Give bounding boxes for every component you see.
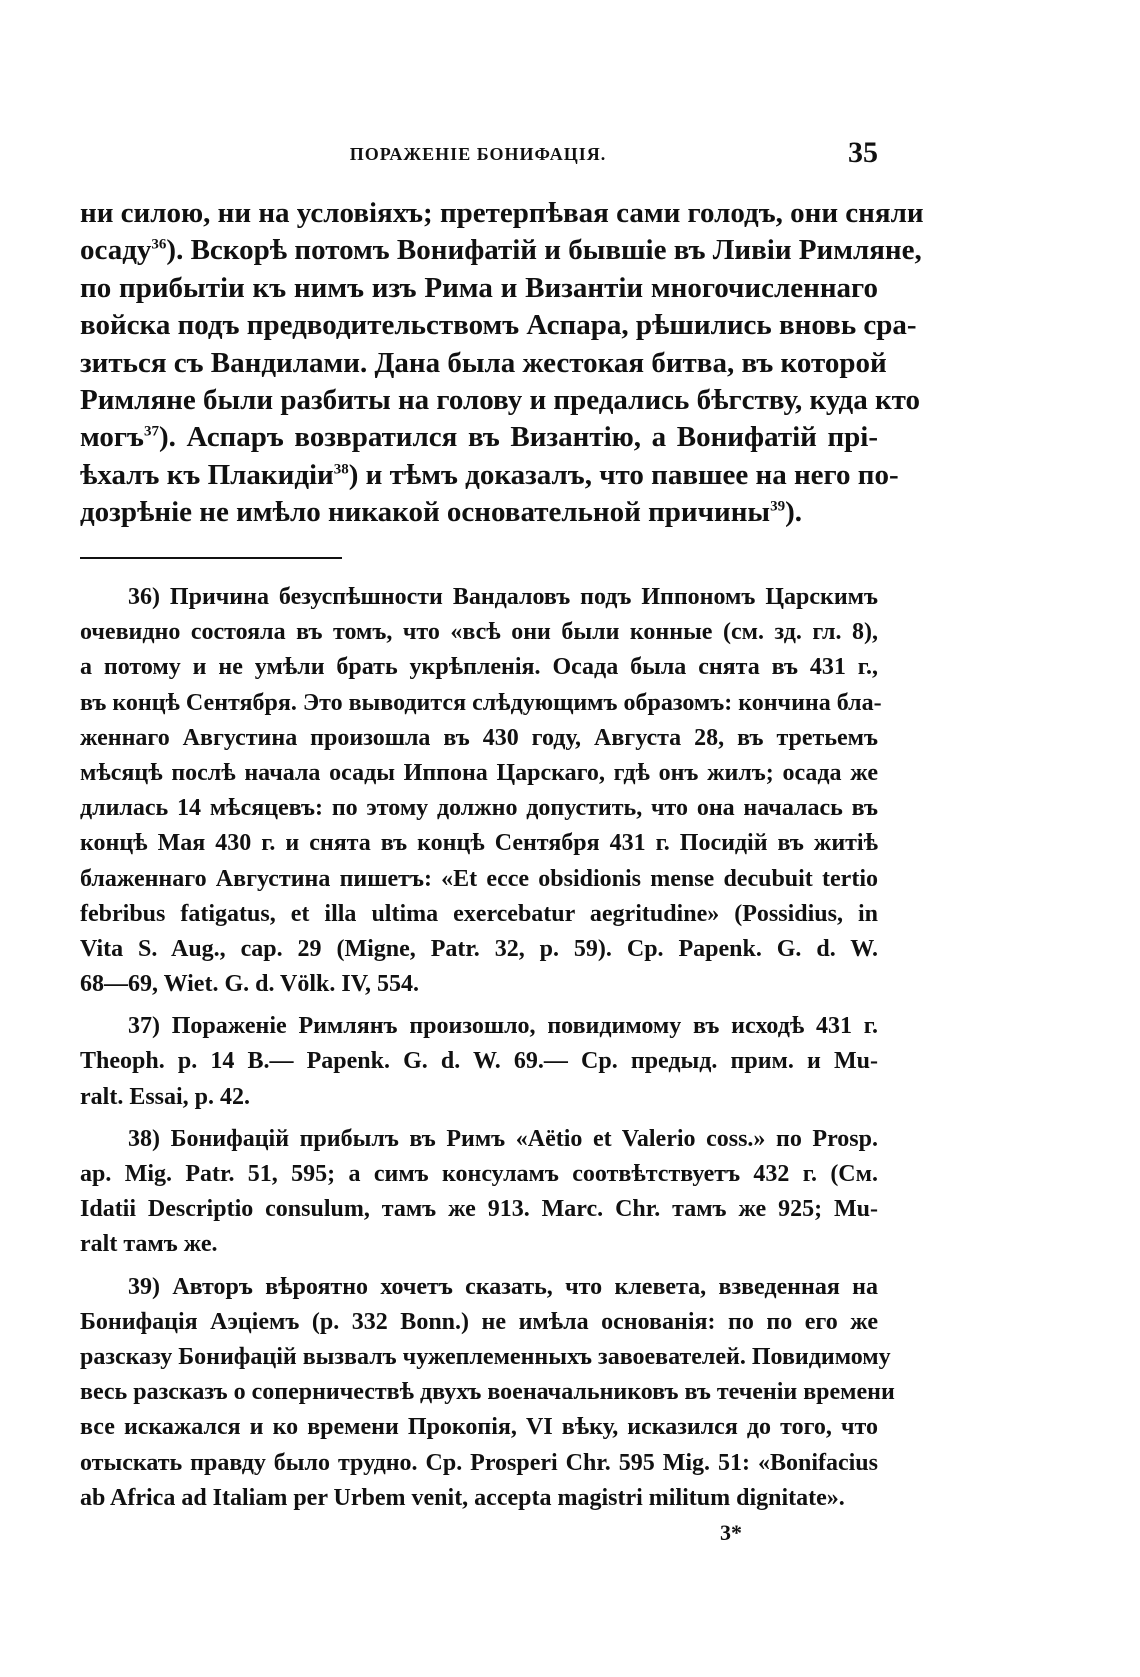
footnote-line: ab Africa ad Italiam per Urbem venit, accepta magistri militum dignitate».	[80, 1484, 845, 1511]
footnote-ref: 37	[143, 423, 159, 440]
footnote-line: Idatii Descriptio consulum, тамъ же 913. Marc. Chr. тамъ же 925; Mu-	[80, 1196, 878, 1223]
footnote-line: очевидно состояла въ томъ, что «всѣ они были конные (см. зд. гл. 8),	[80, 619, 878, 646]
running-head	[78, 136, 878, 176]
main-text-line: могъ$^{37}$). Аспаръ возвратился въ Византію, а Вонифатій прі-	[80, 421, 878, 454]
footnote-line: концѣ Мая 430 г. и снята въ концѣ Сентября 431 г. Посидій въ житіѣ	[80, 830, 878, 857]
footnote-line: ap. Mig. Patr. 51, 595; а симъ консуламъ соотвѣтствуетъ 432 г. (См.	[80, 1161, 878, 1187]
footnote-36	[80, 580, 882, 1002]
footnote-39	[80, 1270, 895, 1516]
footnote-line: женнаго Августина произошла въ 430 году, Августа 28, въ третьемъ	[80, 724, 878, 751]
footnote-line: Theoph. p. 14 B.— Papenk. G. d. W. 69.— Cp. предыд. прим. и Mu-	[80, 1048, 878, 1075]
footnote-ref: 38	[333, 461, 349, 478]
footnote-line: 36) Причина безуспѣшности Вандаловъ подъ Иппономъ Царскимъ	[128, 584, 878, 610]
footnote-line: ralt тамъ же.	[80, 1231, 218, 1258]
running-title: ПОРАЖЕНІЕ БОНИФАЦІЯ.	[349, 144, 607, 164]
main-text-line: Римляне были разбиты на голову и предались бѣгству, куда кто	[80, 383, 921, 416]
footnote-line: 68—69, Wiet. G. d. Völk. IV, 554.	[80, 971, 419, 998]
footnote-ref: 39	[770, 498, 786, 515]
footnote-ref: 36	[151, 236, 167, 253]
footnote-line: 37) Пораженіе Римлянъ произошло, повидимому въ исходѣ 431 г.	[128, 1013, 878, 1040]
footnote-line: а потому и не умѣли брать укрѣпленія. Осада была снята въ 431 г.,	[80, 654, 878, 681]
footnote-line: 38) Бонифацій прибылъ въ Римъ «Aëtio et Valerio coss.» по Prosp.	[128, 1125, 878, 1152]
signature-mark: 3*	[720, 1520, 742, 1545]
footnote-line: Vita S. Aug., cap. 29 (Migne, Patr. 32, p. 59). Cp. Papenk. G. d. W.	[80, 935, 878, 962]
footnote-separator	[80, 557, 342, 559]
main-text-line: ѣхалъ къ Плакидіи$^{38}$) и тѣмъ доказалъ, что павшее на него по-	[80, 458, 899, 491]
page-number: 35	[848, 136, 878, 169]
main-text-line: дозрѣніе не имѣло никакой основательной причины$^{39}$).	[80, 496, 802, 529]
footnote-line: весь разсказъ о соперничествѣ двухъ военачальниковъ въ теченіи времени	[80, 1379, 895, 1406]
main-text-line: по прибытіи къ нимъ изъ Рима и Византіи многочисленнаго	[80, 271, 878, 304]
footnote-line: разсказу Бонифацій вызвалъ чужеплеменныхъ завоевателей. Повидимому	[80, 1343, 891, 1370]
footnote-line: блаженнаго Августина пишетъ: «Et ecce obsidionis mense decubuit tertio	[80, 865, 878, 892]
main-text-line: зиться съ Вандилами. Дана была жестокая битва, въ которой	[80, 346, 887, 379]
footnote-line: мѣсяцѣ послѣ начала осады Иппона Царскаго, гдѣ онъ жилъ; осада же	[80, 759, 878, 786]
footnotes	[80, 580, 895, 1523]
footnote-line: Бонифація Аэціемъ (р. 332 Bonn.) не имѣла основанія: по по его же	[80, 1308, 878, 1335]
main-text-line: осаду$^{36}$). Вскорѣ потомъ Вонифатій и бывшіе въ Ливіи Римляне,	[80, 234, 922, 267]
footnote-line: febribus fatigatus, et illa ultima exercebatur aegritudine» (Possidius, in	[80, 900, 878, 927]
footnote-line: все искажался и ко времени Прокопія, VI вѣку, исказился до того, что	[80, 1414, 878, 1441]
main-text-line: ни силою, ни на условіяхъ; претерпѣвая сами голодъ, они сняли	[80, 197, 924, 229]
footnote-line: въ концѣ Сентября. Это выводится слѣдующимъ образомъ: кончина бла-	[80, 689, 882, 716]
footnote-line: ralt. Essai, p. 42.	[80, 1083, 251, 1110]
footnote-38	[80, 1122, 878, 1263]
main-text	[80, 195, 924, 532]
footnote-line: 39) Авторъ вѣроятно хочетъ сказать, что клевета, взведенная на	[128, 1273, 878, 1300]
main-text-line: войска подъ предводительствомъ Аспара, рѣшились вновь сра-	[80, 309, 917, 342]
footnote-37	[80, 1009, 878, 1115]
footnote-line: длилась 14 мѣсяцевъ: по этому должно допустить, что она началась въ	[80, 795, 878, 822]
footnote-line: отыскать правду было трудно. Cp. Prosperi Chr. 595 Mig. 51: «Bonifacius	[80, 1449, 878, 1476]
